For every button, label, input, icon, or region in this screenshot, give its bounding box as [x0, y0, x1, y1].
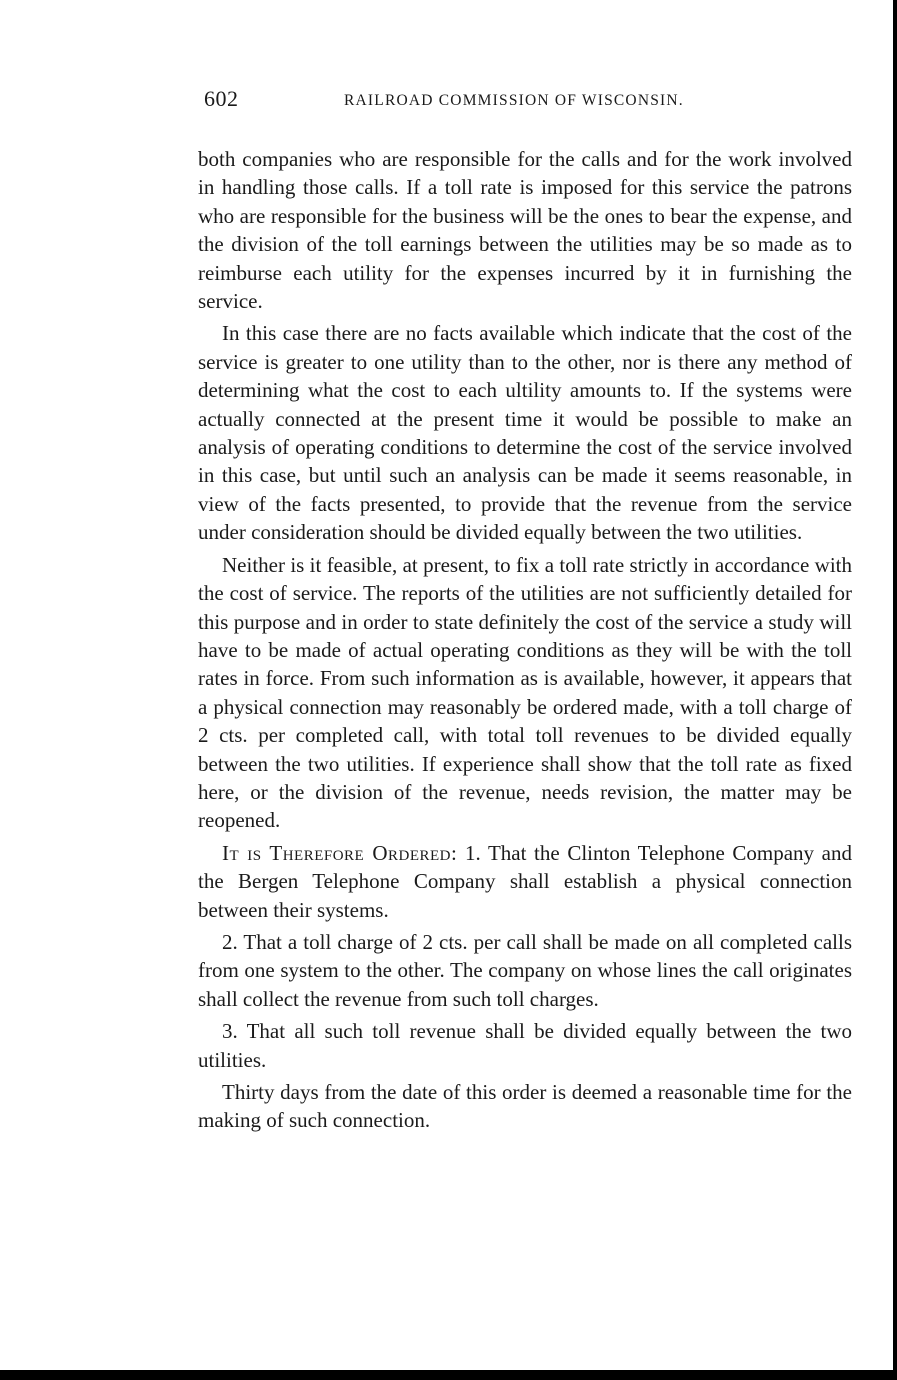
running-head: RAILROAD COMMISSION OF WISCONSIN. [344, 92, 684, 109]
page-body [198, 145, 852, 1139]
paragraph-7: Thirty days from the date of this order is deemed a reasonable time for the making of such connection. [198, 1080, 852, 1133]
page-header [196, 86, 856, 118]
paragraph-5: 2. That a toll charge of 2 cts. per call shall be made on all completed calls from one system to the other. The company on whose lines the call originates shall collect the revenue from such toll charges. [198, 929, 852, 1011]
paragraph-2: In this case there are no facts available which indicate that the cost of the service is greater to one utility than to the other, nor is there any method of determining what the cost to each ultility amounts to. If the systems were actually connected at the present time it would be possible to make an analysis of operating conditions to determine the cost of the service involved in this case, but until such an analysis can be made it seems reasonable, in view of the facts presented, to provide that the revenue from the service under consideration should be divided equally between the two utilities. [198, 321, 852, 545]
scan-right-edge [893, 0, 897, 1380]
paragraph-6: 3. That all such toll revenue shall be divided equally between the two utilities. [198, 1019, 852, 1072]
paragraph-4 [198, 839, 852, 924]
scan-bottom-edge [0, 1370, 897, 1380]
page-number: 602 [204, 86, 239, 111]
paragraph-3: Neither is it feasible, at present, to fix a toll rate strictly in accordance with the cost of service. The reports of the utilities are not sufficiently detailed for this purpose and in order to state definitely the cost of the service a study will have to be made of actual operating conditions as they will be with the toll rates in force. From such information as is available, however, it appears that a physical connection may reasonably be ordered made, with a toll charge of 2 cts. per completed call, with total toll revenues to be divided equally between the two utilities. If experience shall show that the toll rate as fixed here, or the division of the revenue, needs revision, the matter may be reopened. [198, 552, 852, 833]
order-item-1: 1. That the Clinton Telephone Company and the Bergen Telephone Company shall establish a physical connection between their systems. [198, 840, 852, 922]
order-lead: It is Therefore Ordered: [222, 840, 458, 865]
paragraph-1: both companies who are responsible for the calls and for the work involved in handling those calls. If a toll rate is imposed for this service the patrons who are responsible for the business will be the ones to bear the expense, and the division of the toll earnings between the utilities may be so made as to reimburse each utility for the expenses incurred by it in furnishing the service. [198, 147, 852, 314]
